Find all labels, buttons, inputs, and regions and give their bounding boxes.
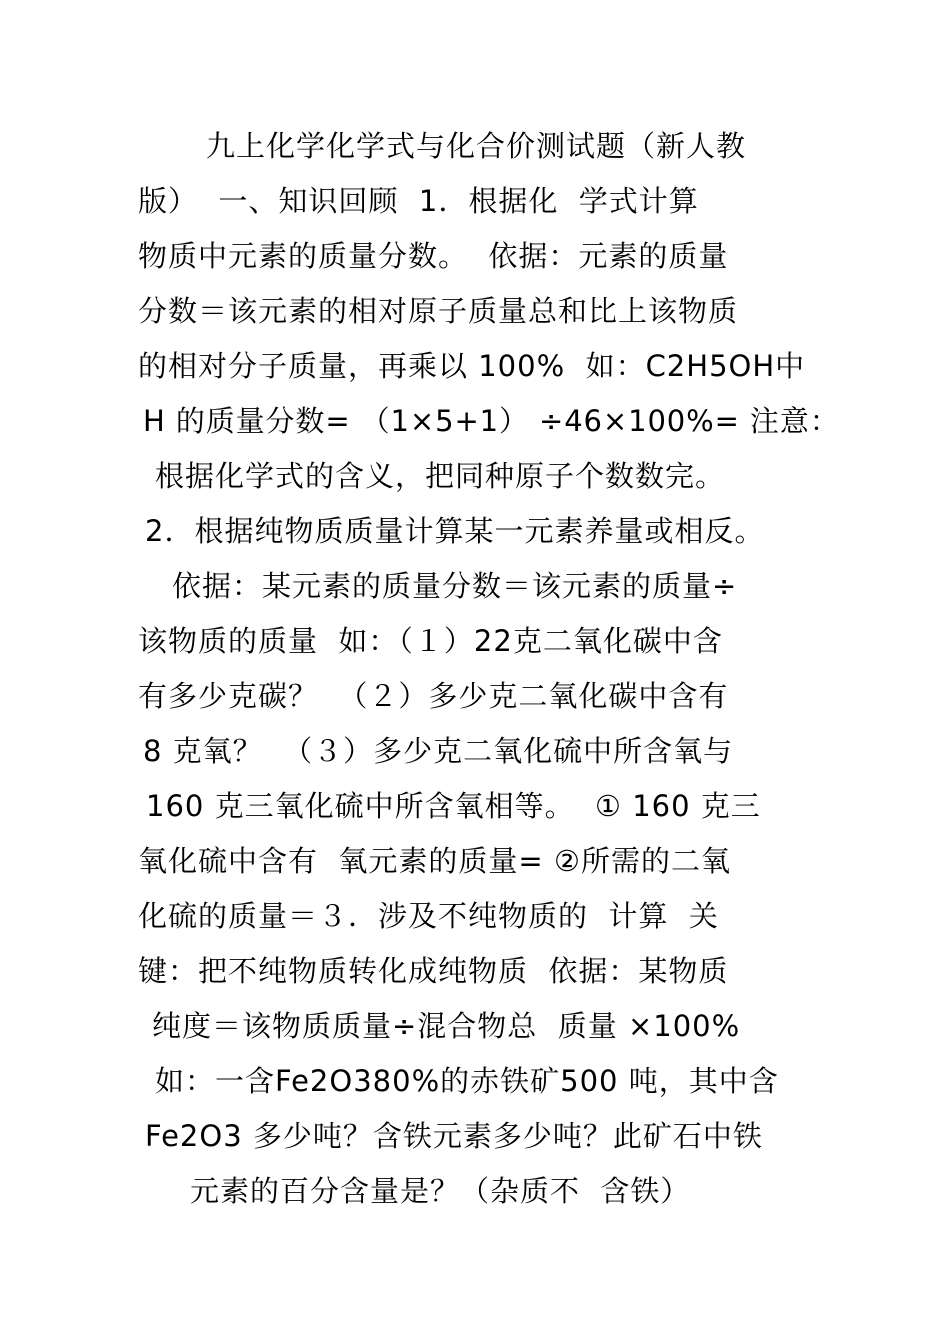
- text-line: 根据化学式的含义，把同种原子个数数完。: [155, 459, 726, 493]
- text-line: 有多少克碳？ （２）多少克二氧化碳中含有: [138, 679, 729, 713]
- text-line: 物质中元素的质量分数。 依据：元素的质量: [138, 239, 729, 273]
- text-line: 160 克三氧化硫中所含氧相等。 ① 160 克三: [146, 789, 761, 823]
- text-line: 2．根据纯物质质量计算某一元素养量或相反。: [145, 514, 765, 548]
- text-line: 氧化硫中含有 氧元素的质量= ②所需的二氧: [138, 844, 731, 878]
- text-line: 依据：某元素的质量分数＝该元素的质量÷: [172, 569, 738, 603]
- text-line: 化硫的质量＝３．涉及不纯物质的 计算 关: [138, 899, 719, 933]
- text-line: 该物质的质量 如：（１）22克二氧化碳中含: [138, 624, 723, 658]
- text-line: Fe2O3 多少吨？含铁元素多少吨？此矿石中铁: [145, 1119, 763, 1153]
- text-line: 九上化学化学式与化合价测试题（新人教: [206, 129, 747, 163]
- text-line: 版） 一、知识回顾 1．根据化 学式计算: [138, 184, 699, 218]
- text-line: 如：一含Fe2O380%的赤铁矿500 吨，其中含: [155, 1064, 779, 1098]
- text-line: 纯度＝该物质质量÷混合物总 质量 ×100%: [152, 1009, 741, 1043]
- text-line: 的相对分子质量，再乘以 100% 如：C2H5OH中: [138, 349, 806, 383]
- text-line: 元素的百分含量是？（杂质不 含铁）: [190, 1174, 691, 1208]
- text-line: 8 克氧？ （３）多少克二氧化硫中所含氧与: [143, 734, 734, 768]
- text-line: 键：把不纯物质转化成纯物质 依据：某物质: [138, 954, 729, 988]
- text-line: 分数＝该元素的相对原子质量总和比上该物质: [138, 294, 739, 328]
- text-line: H 的质量分数= （1×5+1） ÷46×100%= 注意：: [143, 404, 840, 438]
